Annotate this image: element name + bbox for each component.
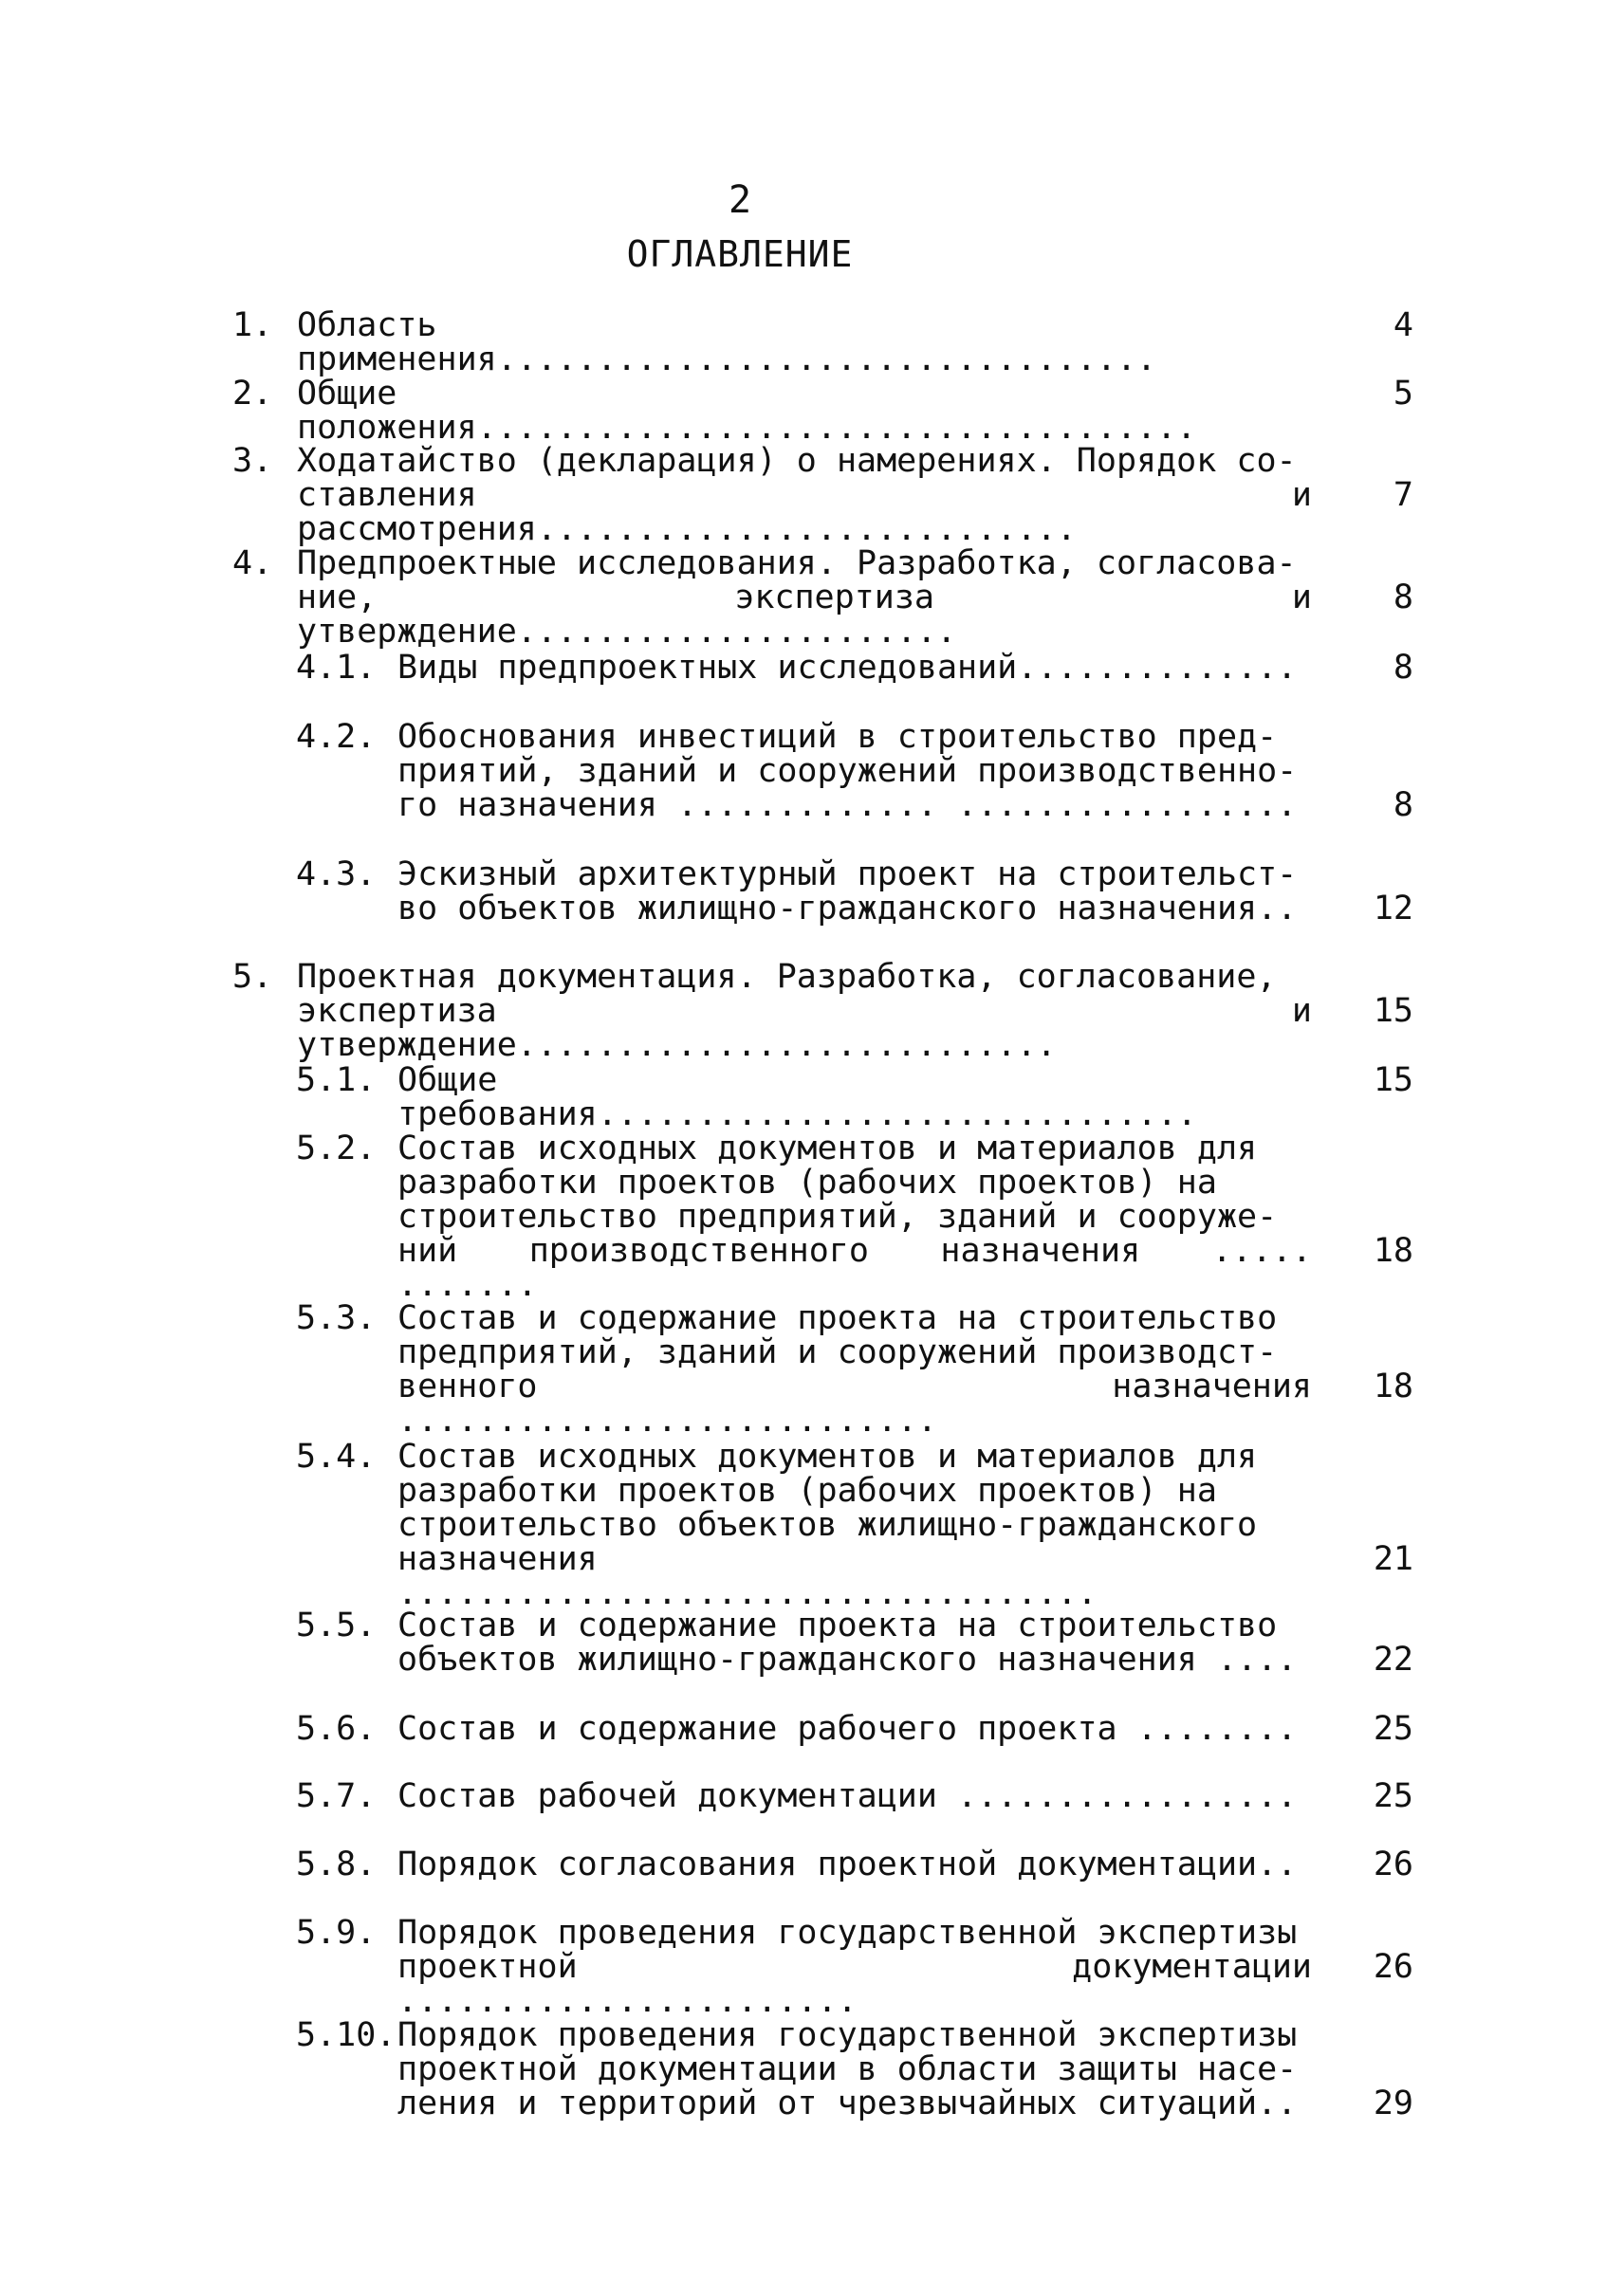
toc-entry-text: Порядок проведения государственной экспертизы проектной документации .......................	[397, 1914, 1312, 2020]
toc-entry-page: 22	[1373, 1641, 1413, 1679]
toc-entry-page: 18	[1373, 1368, 1413, 1405]
toc-entry-number: 5.10.	[296, 2016, 397, 2054]
toc-entry-text: Проектная документация. Разработка, согласование, экспертиза и утверждение...........................	[297, 958, 1312, 1064]
toc-entry-text: Порядок согласования проектной документации..	[397, 1846, 1298, 1883]
toc-title: ОГЛАВЛЕНИЕ	[626, 233, 854, 275]
toc-entry-text: Порядок проведения государственной экспертизы проектной документации в области защиты насе- ления и территорий от чрезвычайных ситуаций..	[397, 2016, 1298, 2122]
page-number: 2	[728, 178, 752, 222]
toc-entry-page: 8	[1393, 649, 1413, 687]
toc-entry-text: Состав исходных документов и материалов для разработки проектов (рабочих проектов) на строительство объектов жилищно-гражданского назначения ...................................	[397, 1438, 1258, 1612]
toc-entry-page: 26	[1373, 1846, 1413, 1883]
toc-entry-number: 5.3.	[296, 1299, 377, 1337]
toc-entry-text: Состав рабочей документации .................	[397, 1777, 1298, 1815]
toc-entry-text: Общие требования..............................	[397, 1061, 1197, 1133]
toc-entry-text: Эскизный архитектурный проект на строительст- во объектов жилищно-гражданского назначения..	[397, 855, 1298, 928]
toc-entry-text: Состав и содержание рабочего проекта ........	[397, 1710, 1298, 1748]
toc-entry-number: 5.6.	[296, 1710, 377, 1748]
toc-entry-text: Предпроектные исследования. Разработка, согласова- ние, экспертиза и утверждение......................	[297, 544, 1312, 651]
toc-entry-text: Общие положения....................................	[297, 375, 1197, 447]
toc-entry-page: 8	[1393, 579, 1413, 616]
toc-entry-page: 26	[1373, 1948, 1413, 1986]
toc-entry-number: 1.	[232, 306, 273, 344]
toc-entry-page: 7	[1393, 476, 1413, 514]
toc-entry-number: 5.8.	[296, 1846, 377, 1883]
toc-entry-page: 15	[1373, 992, 1413, 1030]
toc-entry-page: 29	[1373, 2085, 1413, 2122]
toc-entry-page: 21	[1373, 1540, 1413, 1578]
toc-entry-number: 5.7.	[296, 1777, 377, 1815]
toc-entry-page: 15	[1373, 1061, 1413, 1099]
toc-entry-number: 4.1.	[296, 649, 377, 687]
toc-entry-text: Ходатайство (декларация) о намерениях. Порядок со- ставления и рассмотрения...........................	[297, 442, 1312, 548]
toc-entry-text: Виды предпроектных исследований..............	[397, 649, 1298, 687]
toc-entry-number: 3.	[232, 442, 273, 480]
toc-entry-number: 4.2.	[296, 718, 377, 756]
toc-entry-page: 18	[1373, 1232, 1413, 1270]
toc-entry-text: Состав исходных документов и материалов для разработки проектов (рабочих проектов) на строительство предприятий, зданий и сооруже- ний производственного назначения ..... .......	[397, 1130, 1312, 1304]
toc-entry-number: 5.1.	[296, 1061, 377, 1099]
toc-entry-text: Обоснования инвестиций в строительство пред- приятий, зданий и сооружений производственно- го назначения ............. .................	[397, 718, 1298, 824]
toc-entry-number: 5.	[232, 958, 273, 996]
toc-entry-number: 5.5.	[296, 1607, 377, 1644]
toc-entry-page: 25	[1373, 1710, 1413, 1748]
toc-entry-number: 2.	[232, 375, 273, 413]
toc-entry-number: 5.4.	[296, 1438, 377, 1476]
toc-entry-text: Состав и содержание проекта на строительство предприятий, зданий и сооружений производст- венного назначения ...........................	[397, 1299, 1312, 1440]
toc-entry-page: 4	[1393, 306, 1413, 344]
toc-entry-text: Область применения.................................	[297, 306, 1157, 378]
toc-entry-page: 8	[1393, 786, 1413, 824]
toc-entry-page: 25	[1373, 1777, 1413, 1815]
toc-entry-number: 4.	[232, 544, 273, 582]
toc-entry-text: Состав и содержание проекта на строительство объектов жилищно-гражданского назначения ....	[397, 1607, 1298, 1679]
toc-entry-number: 5.9.	[296, 1914, 377, 1952]
toc-entry-number: 4.3.	[296, 855, 377, 893]
toc-entry-page: 12	[1373, 890, 1413, 928]
toc-entry-number: 5.2.	[296, 1130, 377, 1167]
toc-entry-page: 5	[1393, 375, 1413, 413]
